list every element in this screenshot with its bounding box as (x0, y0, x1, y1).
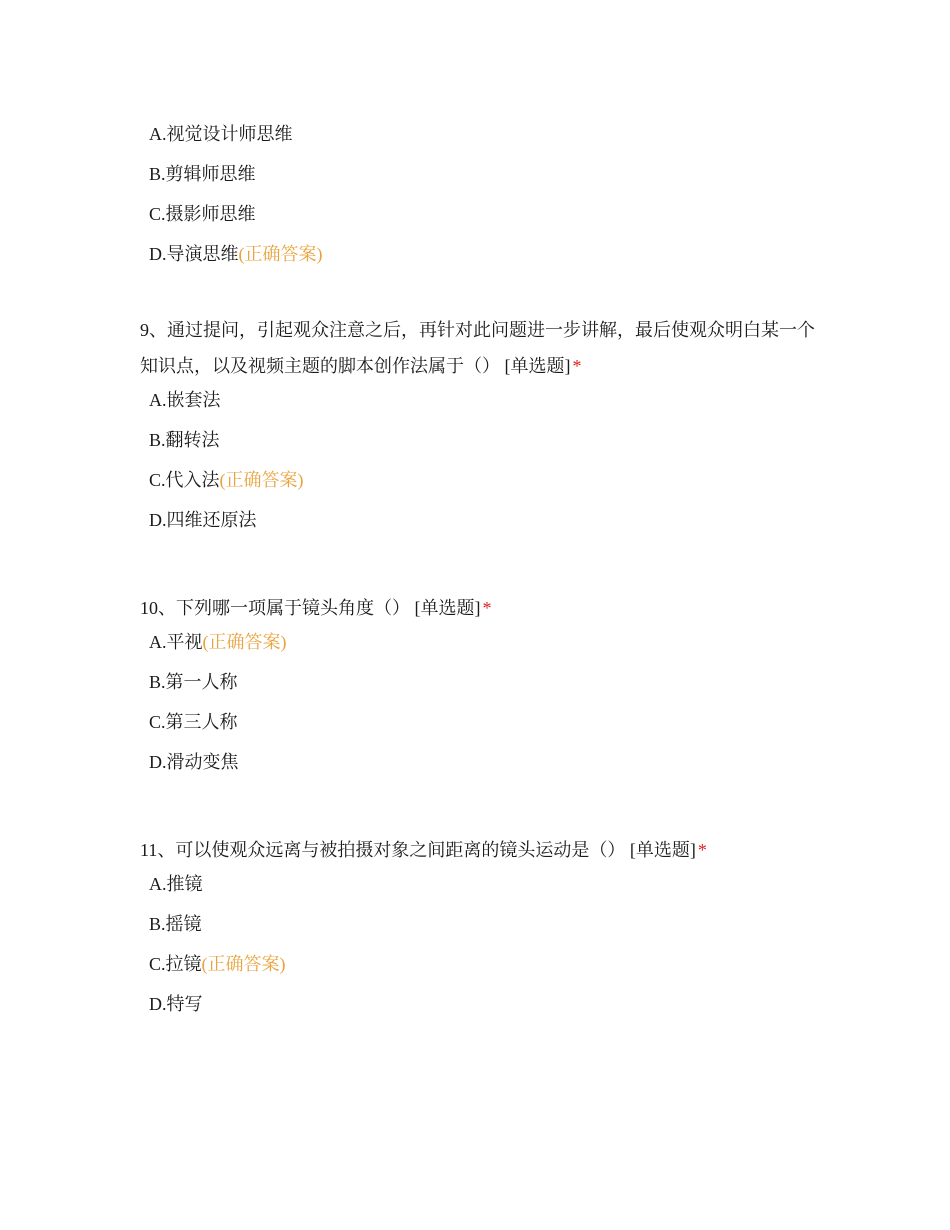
option-text: D.导演思维 (149, 244, 239, 264)
option-text: C.代入法 (149, 470, 220, 490)
q10-option-b[interactable] (140, 670, 820, 710)
question-10-block (140, 590, 820, 790)
q11-option-b[interactable] (140, 912, 820, 952)
q10-option-d[interactable] (140, 750, 820, 790)
option-text: A.嵌套法 (149, 390, 221, 410)
required-marker: * (697, 840, 707, 860)
q9-option-c[interactable] (140, 468, 820, 508)
option-text: A.推镜 (149, 874, 203, 894)
question-8-block (140, 122, 820, 282)
option-text: D.滑动变焦 (149, 752, 239, 772)
q9-option-d[interactable] (140, 508, 820, 548)
q10-option-c[interactable] (140, 710, 820, 750)
required-marker: * (572, 356, 582, 376)
question-11-block (140, 832, 820, 1032)
q9-option-a[interactable] (140, 388, 820, 428)
required-marker: * (482, 598, 492, 618)
option-text: B.剪辑师思维 (149, 164, 256, 184)
q11-option-d[interactable] (140, 992, 820, 1032)
option-text: B.第一人称 (149, 672, 238, 692)
question-title: 10、下列哪一项属于镜头角度（） [单选题] (140, 598, 481, 618)
correct-answer-tag: (正确答案) (219, 470, 304, 490)
question-11-text (140, 832, 820, 868)
q11-option-c[interactable] (140, 952, 820, 992)
option-text: B.翻转法 (149, 430, 220, 450)
option-text: C.第三人称 (149, 712, 238, 732)
q11-option-a[interactable] (140, 872, 820, 912)
option-text: A.平视 (149, 632, 203, 652)
correct-answer-tag: (正确答案) (201, 954, 286, 974)
option-text: C.摄影师思维 (149, 204, 256, 224)
question-title: 11、可以使观众远离与被拍摄对象之间距离的镜头运动是（） [单选题] (140, 840, 696, 860)
question-10-text (140, 590, 820, 626)
correct-answer-tag: (正确答案) (238, 244, 323, 264)
q8-option-a[interactable] (140, 122, 820, 162)
option-text: A.视觉设计师思维 (149, 124, 293, 144)
option-text: D.特写 (149, 994, 203, 1014)
q8-option-b[interactable] (140, 162, 820, 202)
q9-option-b[interactable] (140, 428, 820, 468)
correct-answer-tag: (正确答案) (202, 632, 287, 652)
question-9-block (140, 312, 820, 548)
q10-option-a[interactable] (140, 630, 820, 670)
q8-option-d[interactable] (140, 242, 820, 282)
q8-option-c[interactable] (140, 202, 820, 242)
option-text: D.四维还原法 (149, 510, 257, 530)
question-title: 9、通过提问，引起观众注意之后，再针对此问题进一步讲解，最后使观众明白某一个知识点，以及视频主题的脚本创作法属于（） [单选题] (140, 320, 815, 376)
option-text: C.拉镜 (149, 954, 202, 974)
option-text: B.摇镜 (149, 914, 202, 934)
question-9-text (140, 312, 820, 384)
